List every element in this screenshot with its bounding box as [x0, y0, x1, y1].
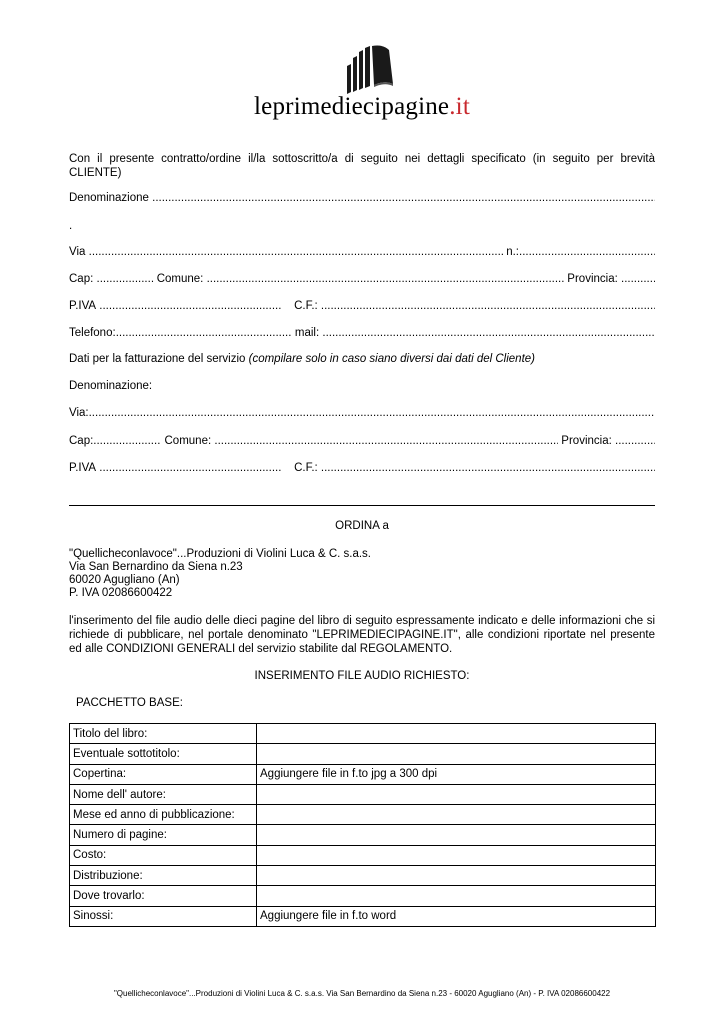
company-address [69, 548, 655, 600]
field-label: C.F.: [294, 300, 318, 312]
row-label: Distribuzione: [70, 866, 257, 886]
field-label: C.F.: [294, 462, 318, 474]
row-value[interactable] [257, 784, 656, 804]
table-row [70, 764, 656, 784]
client-cap-row[interactable] [69, 273, 655, 285]
fill-line[interactable] [214, 435, 558, 447]
row-value[interactable] [257, 744, 656, 764]
field-label: Comune: [164, 435, 212, 447]
field-label: Provincia: [561, 435, 612, 447]
fill-line[interactable] [116, 327, 292, 339]
field-label: Via [69, 246, 86, 258]
field-label: P.IVA [69, 462, 97, 474]
table-row [70, 906, 656, 926]
table-row [70, 886, 656, 906]
row-label: Eventuale sottotitolo: [70, 744, 257, 764]
field-label: Telefono: [69, 327, 116, 339]
row-value[interactable]: Aggiungere file in f.to jpg a 300 dpi [257, 764, 656, 784]
billing-cap-row[interactable] [69, 435, 655, 447]
section-divider [69, 505, 655, 506]
table-row [70, 784, 656, 804]
page-footer: "Quellicheconlavoce"...Produzioni di Violini Luca & C. s.a.s. Via San Bernardino da Siena n.23 - 60020 Agugliano (An) - P. IVA 02086600422 [113, 989, 611, 998]
field-label: mail: [294, 327, 320, 339]
book-info-table [69, 723, 656, 927]
logo-name: leprimediecipagine [254, 93, 450, 120]
logo-tld: .it [449, 93, 470, 120]
table-row [70, 825, 656, 845]
company-line: "Quellicheconlavoce"...Produzioni di Violini Luca & C. s.a.s. [69, 548, 371, 560]
table-row [70, 724, 656, 744]
table-row [70, 805, 656, 825]
billing-denominazione-row[interactable] [69, 380, 655, 392]
client-denominazione-row[interactable] [69, 192, 655, 204]
company-line: Via San Bernardino da Siena n.23 [69, 561, 243, 573]
table-row [70, 866, 656, 886]
fill-line[interactable] [321, 462, 655, 474]
fill-line[interactable] [519, 246, 655, 258]
insertion-heading: INSERIMENTO FILE AUDIO RICHIESTO: [254, 670, 470, 682]
fill-line[interactable] [99, 300, 281, 312]
fill-line[interactable] [321, 300, 655, 312]
fill-line[interactable] [97, 273, 154, 285]
row-label: Numero di pagine: [70, 825, 257, 845]
package-label: PACCHETTO BASE: [76, 697, 183, 709]
row-label: Nome dell' autore: [70, 784, 257, 804]
client-dot-row [69, 220, 655, 232]
order-body: l'inserimento del file audio delle dieci pagine del libro di seguito espressamente indicato e delle informazioni che si richiede di pubblicare, nel portale denominato "LEPRIMEDIECIPAGINE.IT", alle condizioni riportate nel presente ed alle CONDIZIONI GENERALI del servizio stabilite dal REGOLAMENTO. [69, 615, 655, 655]
company-line: P. IVA 02086600422 [69, 587, 173, 599]
row-value[interactable]: Aggiungere file in f.to word [257, 906, 656, 926]
row-value[interactable] [257, 886, 656, 906]
field-label: Denominazione: [69, 380, 153, 392]
fill-line[interactable] [152, 192, 655, 204]
field-label: Cap: [69, 273, 94, 285]
field-label: Cap: [69, 435, 94, 447]
row-value[interactable] [257, 805, 656, 825]
fill-line[interactable] [615, 435, 655, 447]
intro-paragraph: Con il presente contratto/ordine il/la sottoscritto/a di seguito nei dettagli specificato (in seguito per brevità CLIENTE) [69, 153, 655, 179]
client-piva-row[interactable] [69, 300, 655, 312]
fill-line[interactable] [207, 273, 565, 285]
row-label: Titolo del libro: [70, 724, 257, 744]
dot-mark: . [69, 220, 73, 232]
site-logo [0, 93, 724, 121]
field-label: n.: [506, 246, 519, 258]
billing-via-row[interactable] [69, 407, 655, 419]
billing-note: (compilare solo in caso siano diversi dai dati del Cliente) [248, 353, 535, 365]
row-value[interactable] [257, 724, 656, 744]
row-label: Mese ed anno di pubblicazione: [70, 805, 257, 825]
fill-line[interactable] [89, 246, 503, 258]
row-label: Dove trovarlo: [70, 886, 257, 906]
billing-heading [69, 353, 655, 365]
billing-heading-text: Dati per la fatturazione del servizio [69, 353, 246, 365]
table-row [70, 744, 656, 764]
fill-line[interactable] [99, 462, 281, 474]
field-label: Provincia: [567, 273, 618, 285]
row-value[interactable] [257, 845, 656, 865]
field-label: Comune: [156, 273, 204, 285]
table-row [70, 845, 656, 865]
row-label: Costo: [70, 845, 257, 865]
client-telefono-row[interactable] [69, 327, 655, 339]
fill-line[interactable] [93, 435, 161, 447]
fill-line[interactable] [621, 273, 655, 285]
field-label: Via: [69, 407, 89, 419]
billing-piva-row[interactable] [69, 462, 655, 474]
fill-line[interactable] [322, 327, 655, 339]
row-value[interactable] [257, 825, 656, 845]
book-pages-icon [343, 44, 399, 94]
field-label: P.IVA [69, 300, 97, 312]
row-label: Copertina: [70, 764, 257, 784]
row-label: Sinossi: [70, 906, 257, 926]
client-via-row[interactable] [69, 246, 655, 258]
field-label: Denominazione [69, 192, 149, 204]
row-value[interactable] [257, 866, 656, 886]
ordina-heading: ORDINA a [335, 520, 389, 532]
company-line: 60020 Agugliano (An) [69, 574, 180, 586]
fill-line[interactable] [89, 407, 655, 419]
